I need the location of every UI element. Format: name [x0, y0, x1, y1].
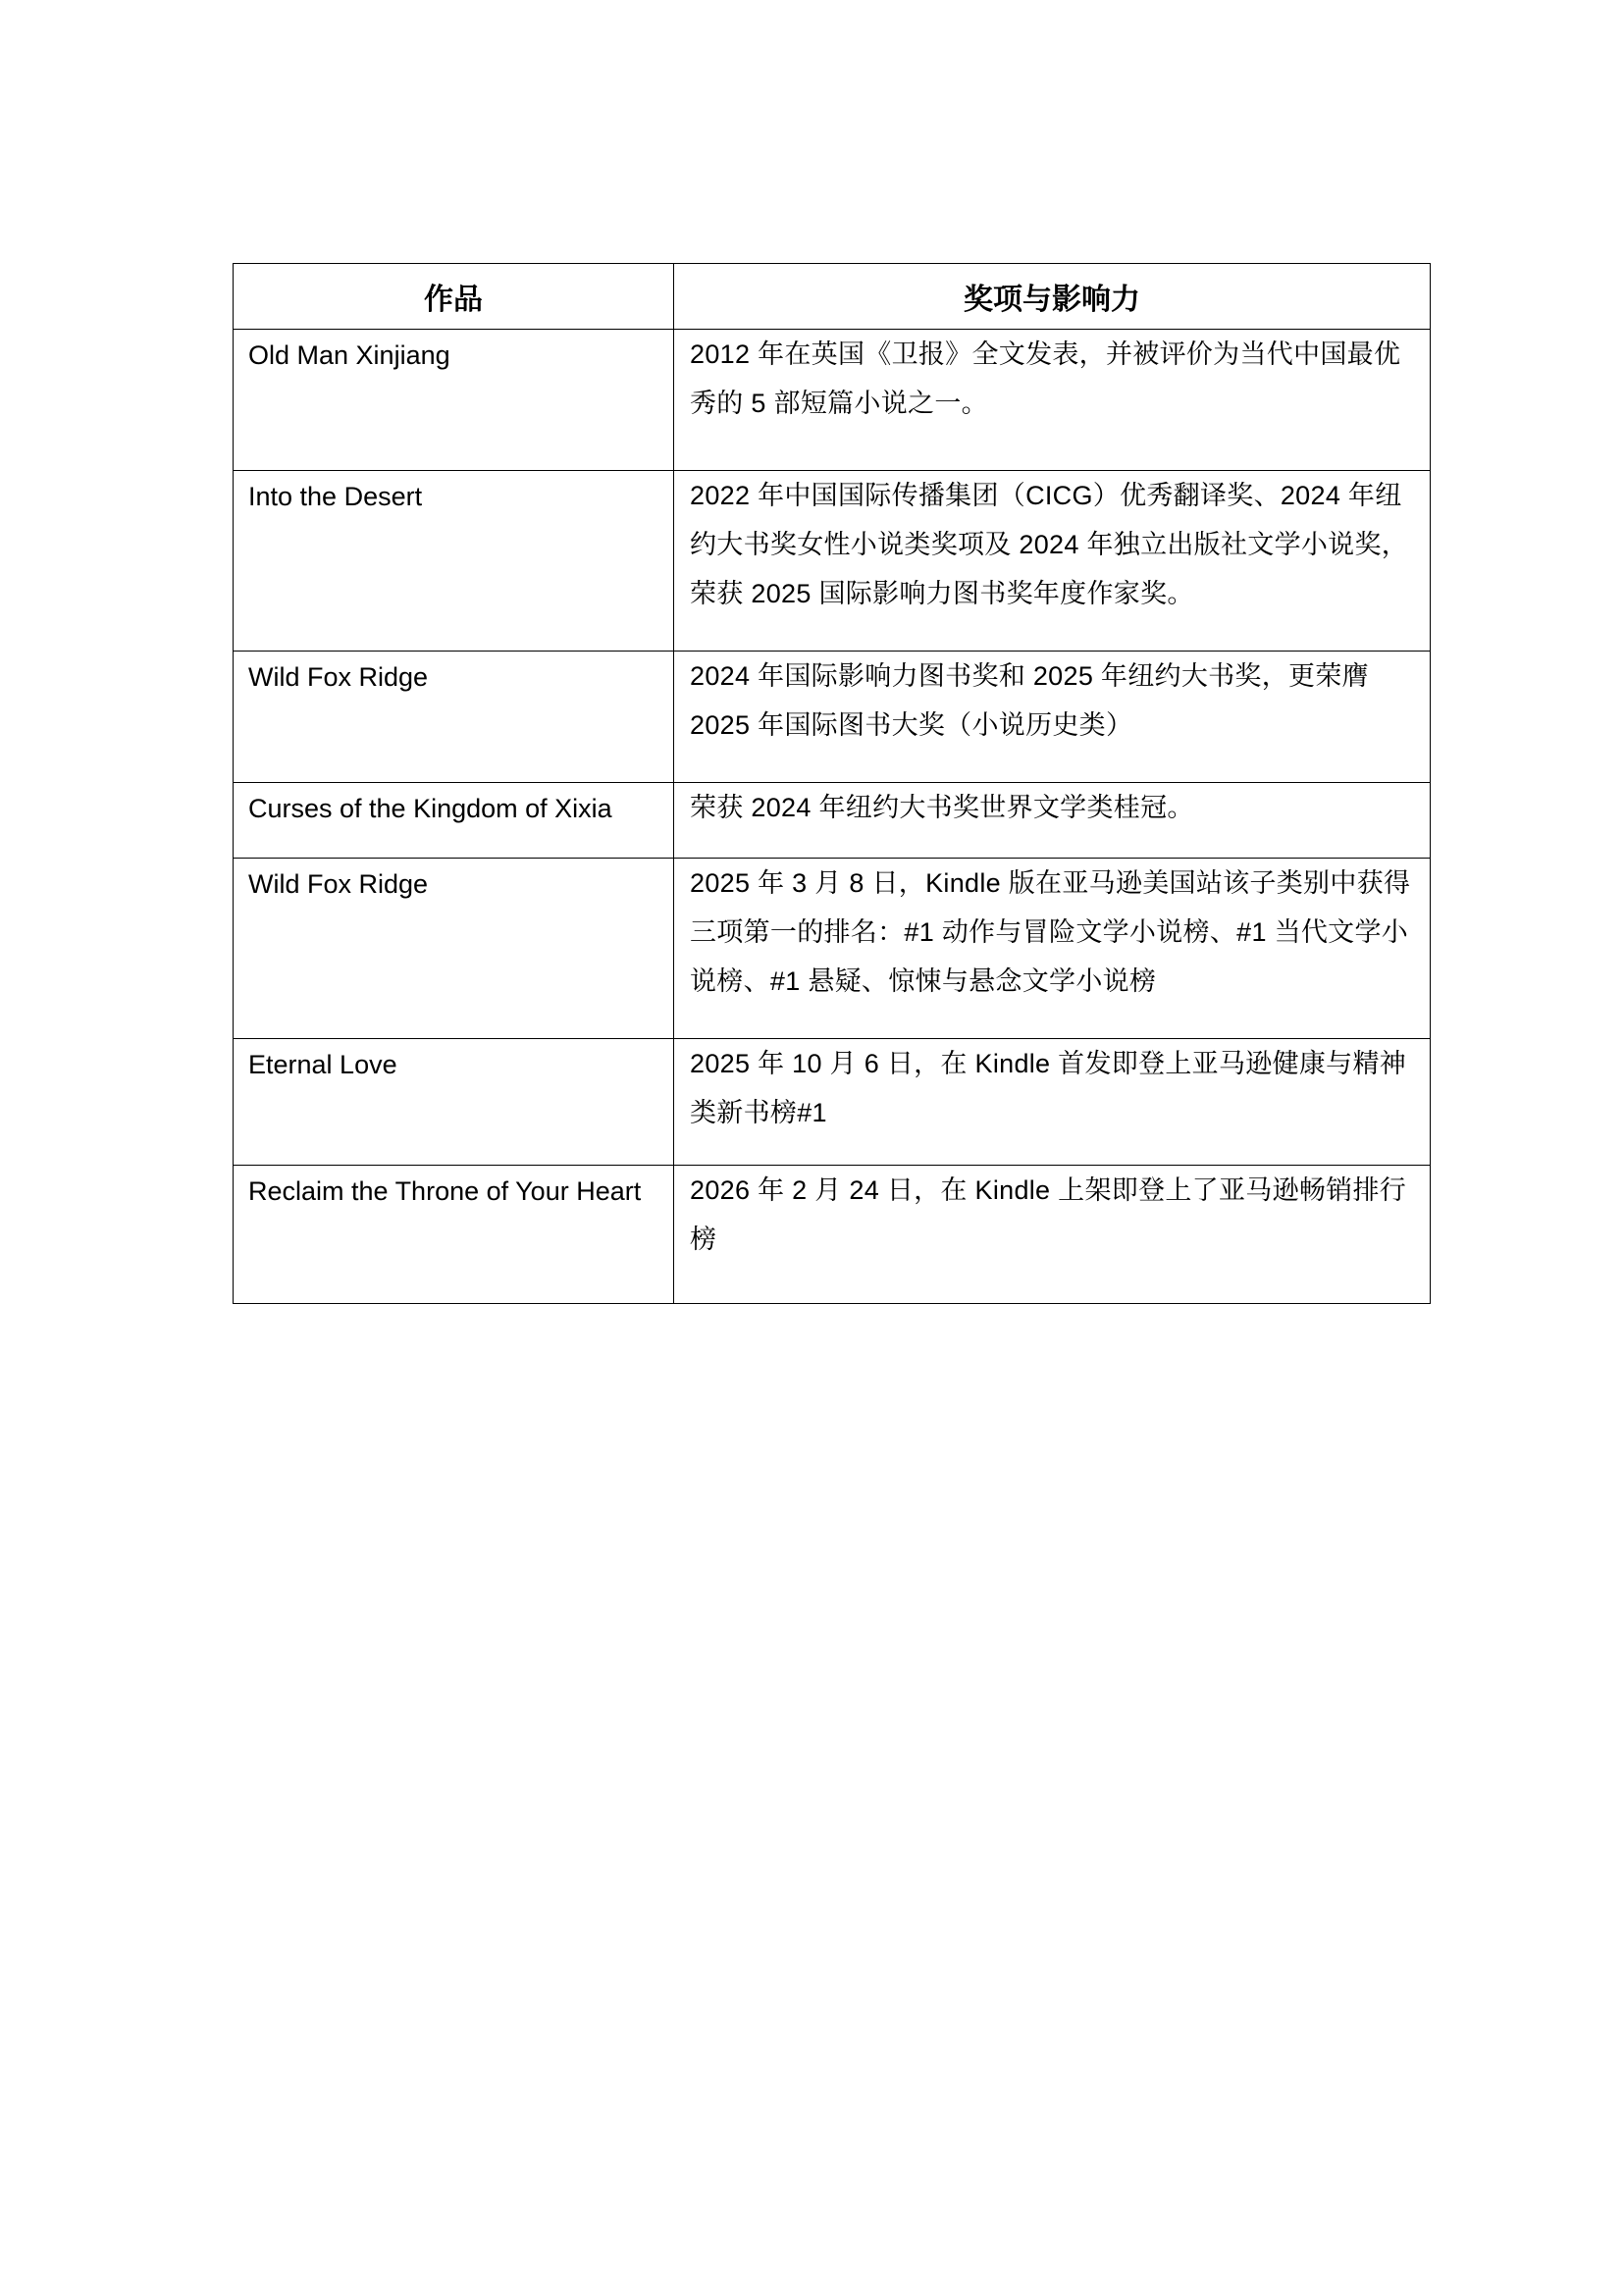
award-description-cell: 2025 年 10 月 6 日，在 Kindle 首发即登上亚马逊健康与精神类新书榜#1 [674, 1039, 1431, 1166]
header-work: 作品 [234, 264, 674, 330]
work-title-cell: Reclaim the Throne of Your Heart [234, 1166, 674, 1304]
award-description-cell: 2012 年在英国《卫报》全文发表，并被评价为当代中国最优秀的 5 部短篇小说之一。 [674, 330, 1431, 471]
awards-table [233, 263, 1431, 1304]
award-description-cell: 2026 年 2 月 24 日，在 Kindle 上架即登上了亚马逊畅销排行榜 [674, 1166, 1431, 1304]
work-title-cell: Wild Fox Ridge [234, 859, 674, 1039]
table-row [234, 783, 1431, 859]
award-description-cell: 2025 年 3 月 8 日，Kindle 版在亚马逊美国站该子类别中获得三项第一的排名：#1 动作与冒险文学小说榜、#1 当代文学小说榜、#1 悬疑、惊悚与悬念文学小说榜 [674, 859, 1431, 1039]
table-row [234, 471, 1431, 652]
table-row [234, 859, 1431, 1039]
work-title-cell: Eternal Love [234, 1039, 674, 1166]
table-row [234, 330, 1431, 471]
table-row [234, 1039, 1431, 1166]
award-description-cell: 2024 年国际影响力图书奖和 2025 年纽约大书奖，更荣膺 2025 年国际图书大奖（小说历史类） [674, 652, 1431, 783]
header-award: 奖项与影响力 [674, 264, 1431, 330]
work-title-cell: Wild Fox Ridge [234, 652, 674, 783]
table-row [234, 1166, 1431, 1304]
award-description-cell: 荣获 2024 年纽约大书奖世界文学类桂冠。 [674, 783, 1431, 859]
work-title-cell: Curses of the Kingdom of Xixia [234, 783, 674, 859]
work-title-cell: Old Man Xinjiang [234, 330, 674, 471]
table-header-row [234, 264, 1431, 330]
work-title-cell: Into the Desert [234, 471, 674, 652]
award-description-cell: 2022 年中国国际传播集团（CICG）优秀翻译奖、2024 年纽约大书奖女性小说类奖项及 2024 年独立出版社文学小说奖，荣获 2025 国际影响力图书奖年度作家奖。 [674, 471, 1431, 652]
table-row [234, 652, 1431, 783]
